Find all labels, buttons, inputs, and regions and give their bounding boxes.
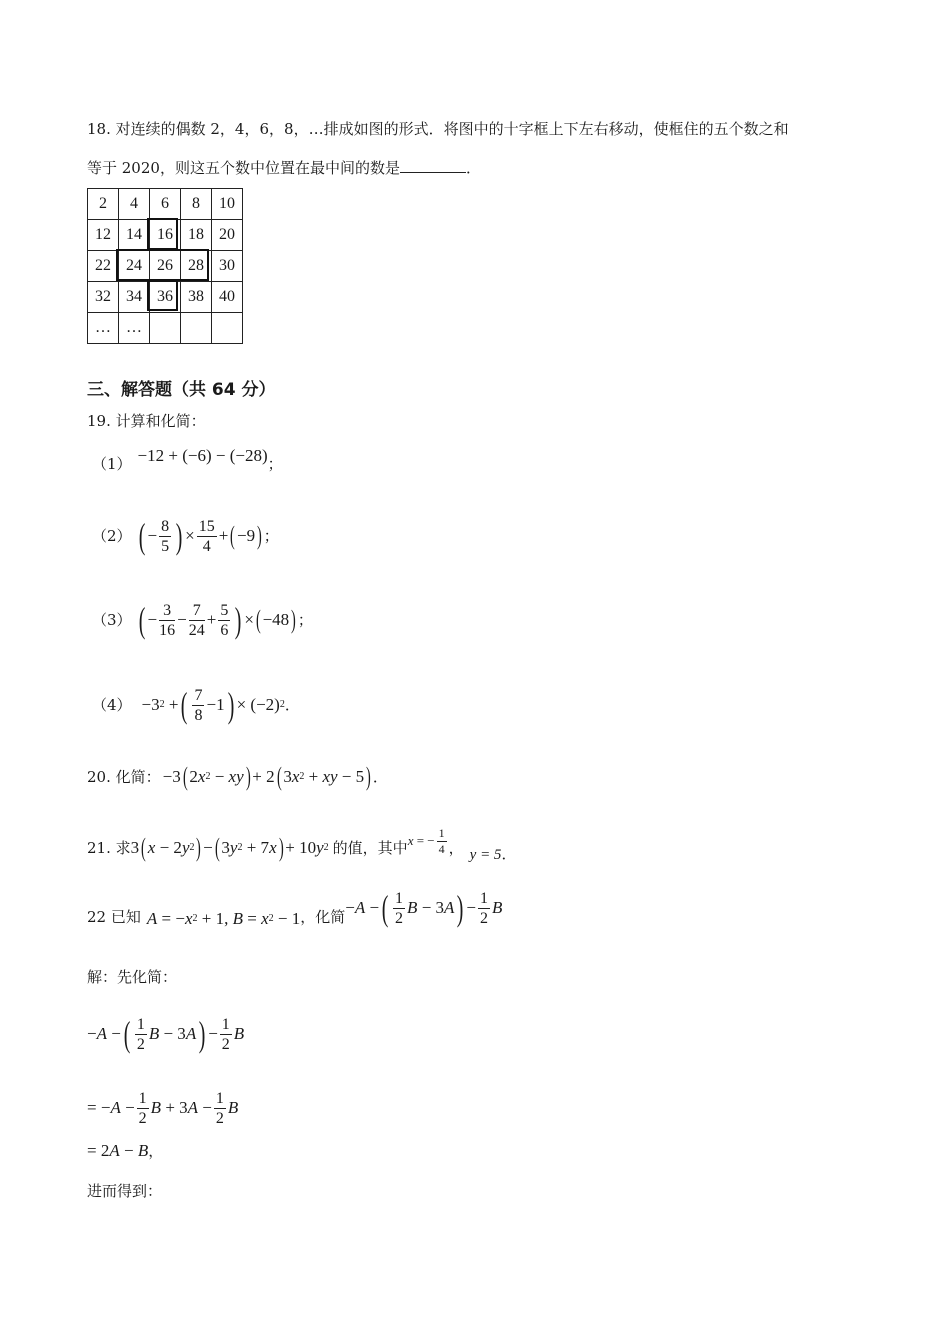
grid-row — [88, 313, 243, 344]
section-heading: 三、解答题（共 64 分） — [87, 380, 276, 400]
grid-cell: 2 — [88, 189, 119, 220]
q21-cond2: y = 5 — [469, 847, 502, 863]
q19-p3-end: ； — [297, 611, 313, 629]
grid-cell: 12 — [88, 220, 119, 251]
cross-frame-middle — [116, 249, 209, 281]
q19-part4 — [92, 675, 300, 735]
q22-label: 22 已知 — [87, 908, 141, 926]
q18-line2-end: ． — [465, 159, 481, 177]
grid-cell: 30 — [212, 251, 243, 282]
answer-blank — [400, 158, 466, 173]
grid-cell — [212, 313, 243, 344]
grid-cell: 14 — [119, 220, 150, 251]
grid-cell: 34 — [119, 282, 150, 313]
q22 — [87, 885, 502, 945]
grid-cell: 40 — [212, 282, 243, 313]
q19-p4-expr: −3 2 + ( $\frac{7}{8}$ −1 ) × (−2) 2 — [141, 685, 285, 725]
q19-p4-end: ． — [284, 696, 300, 714]
grid-cell: 26 — [150, 251, 181, 282]
solution-step3: = 2A − B ， — [87, 1141, 164, 1160]
q19-p1-label: （1） — [92, 455, 132, 473]
q20-expr: −3 ( 2 x 2 − xy ) + 2 ( 3 x 2 + xy − 5 ) — [162, 762, 371, 791]
solution-step2: = − A − $\frac{1}{2}$ B + 3 A − $\frac{1}{2}$ B — [87, 1089, 239, 1127]
grid-cell: 32 — [88, 282, 119, 313]
q20-label: 20. 化简： — [87, 768, 161, 786]
q19-part3 — [92, 590, 313, 650]
q18-line1: 18. 对连续的偶数 2，4，6，8，…排成如图的形式．将图中的十字框上下左右移动，使框住的五个数之和 — [87, 120, 789, 138]
grid-cell: 28 — [181, 251, 212, 282]
cross-frame-top — [147, 218, 178, 250]
grid-cell: 16 — [150, 220, 181, 251]
grid-cell: 18 — [181, 220, 212, 251]
grid-cell — [150, 313, 181, 344]
grid-cell: 8 — [181, 189, 212, 220]
q21-mid: 的值，其中 — [332, 839, 408, 857]
q19-p3-label: （3） — [92, 611, 132, 629]
grid-cell: … — [88, 313, 119, 344]
q19-p2-expr: ( − $\frac{8}{5}$ ) × $\frac{15}{4}$ + ( −9 ) — [138, 516, 262, 556]
q19-p3-expr: ( − $\frac{3}{16}$ − $\frac{7}{24}$ + $\frac{5}{6}$ ) × ( −48 ) — [138, 600, 296, 640]
q20-end: ． — [372, 768, 388, 786]
grid-cell: 20 — [212, 220, 243, 251]
q21-expr: 3 ( x − 2 y 2 ) − ( 3 y 2 + 7 x ) + 10 y 2 — [130, 833, 329, 862]
grid-cell: 22 — [88, 251, 119, 282]
q22-target: − A − ( $\frac{1}{2}$ B − 3 A ) − $\frac{1}{2}$ B — [345, 888, 503, 928]
grid-cell: 10 — [212, 189, 243, 220]
q19-part1 — [92, 446, 283, 482]
grid-cell: … — [119, 313, 150, 344]
q19-p1-end: ； — [267, 455, 283, 473]
cross-frame-bottom — [147, 280, 178, 311]
q20 — [87, 760, 388, 794]
grid-cell: 24 — [119, 251, 150, 282]
grid-row — [88, 189, 243, 220]
q19-p2-label: （2） — [92, 527, 132, 545]
grid-cell: 36 — [150, 282, 181, 313]
q21-label: 21. 求 — [87, 839, 131, 857]
q19-title: 19. 计算和化简： — [87, 412, 206, 430]
q19-p1-expr: −12 + (−6) − (−28) — [137, 446, 268, 465]
q19-p2-end: ； — [263, 527, 279, 545]
q18-line2-text: 等于 2020，则这五个数中位置在最中间的数是 — [87, 159, 400, 177]
q19-part2 — [92, 506, 279, 566]
grid-cell — [181, 313, 212, 344]
q22-mid: ，化简 — [300, 908, 346, 926]
grid-cell: 4 — [119, 189, 150, 220]
grid-cell: 6 — [150, 189, 181, 220]
solution-next: 进而得到： — [87, 1182, 163, 1200]
q19-p4-label: （4） — [92, 696, 132, 714]
q18-line2 — [87, 158, 481, 178]
solution-intro: 解：先化简： — [87, 968, 178, 986]
grid-cell: 38 — [181, 282, 212, 313]
q21-cond1: x = − $\frac{1}{4}$ — [407, 825, 445, 856]
q22-given: A = − x 2 + 1, B = x 2 − 1 — [146, 909, 301, 928]
q21-end: ． — [501, 845, 517, 863]
q21-sep: ， — [448, 839, 464, 857]
q21 — [87, 825, 517, 868]
solution-step1: − A − ( $\frac{1}{2}$ B − 3 A ) − $\frac{1}{2}$ B — [87, 1014, 245, 1054]
